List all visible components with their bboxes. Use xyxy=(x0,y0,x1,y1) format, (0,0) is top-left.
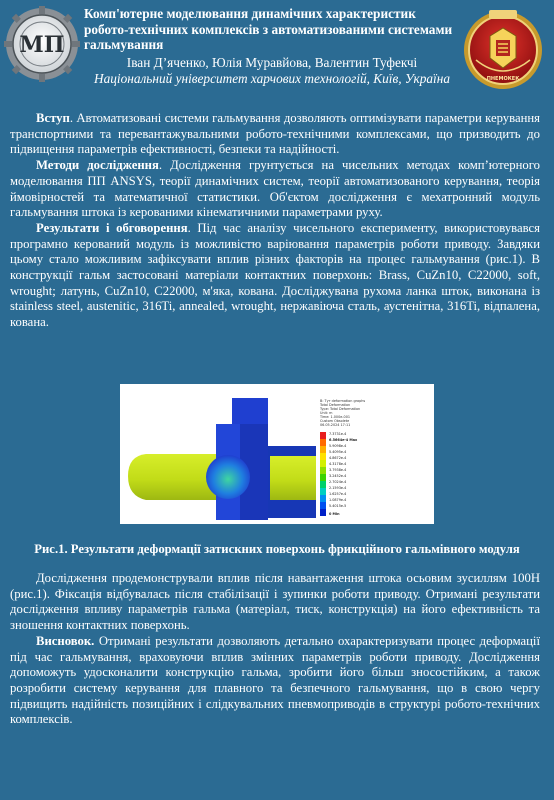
legend-value: 5.4095e-4 xyxy=(329,450,347,454)
legend-value: 6.5664e-4 Max xyxy=(329,438,358,442)
conclusion-text: Отримані результати дозволяють детально охарактеризувати процес деформації під час гальмування, враховуючи вплив змінних параметрів роботи приводу. Дослідження допоможуть удосконалити конструкцію гальма, зробити його більш зносостійким, а також розробити систему керування для плавного та безпечного гальмування, що в свою чергу підвищить надійність позиційних і слідкувальних пневмоприводів в структурі робото-технічних комплексів. xyxy=(10,633,540,727)
legend-value: 1.0879e-4 xyxy=(329,498,347,502)
legend-value: 3.7938e-4 xyxy=(329,468,347,472)
deformation-figure xyxy=(120,384,434,524)
conclusion-paragraph xyxy=(10,634,540,728)
conference-logo-right xyxy=(462,6,544,94)
legend-value: 4.8672e-4 xyxy=(329,456,347,460)
affiliation: Національний університет харчових технологій, Київ, Україна xyxy=(94,71,450,86)
header xyxy=(0,0,554,112)
after-figure-paragraph: Дослідження продемонстрували вплив після навантаження штока осьовим зусиллям 100Н (рис.1). Фіксація відбувалась після стабілізації і зупинки роботи приводу. Отримані результати дослідження впливу параметрів гальма (матеріал, тиск, конструкція) на його ефективність та зношення контактних поверхонь. xyxy=(10,571,540,633)
intro-text: . Автоматизовані системи гальмування дозволяють оптимізувати параметри керування транспортними та перевантажувальними робото-технічними комплексами, що призводить до підвищення параметрів ефективності, безпеки та надійності. xyxy=(10,111,540,157)
paper-title: Комп'ютерне моделювання динамічних характеристик робото-технічних комплексів з автоматизованими системами гальмування xyxy=(84,6,453,52)
right-logo-label: ПНЕМОКЕК xyxy=(486,76,520,82)
deformation-render xyxy=(120,384,434,524)
legend-value: 7.3731e-4 xyxy=(329,432,347,436)
legend-line: Custom Obsolete xyxy=(320,419,350,423)
legend-line: Time: 1.000e-001 xyxy=(320,415,351,419)
legend-color-bar xyxy=(320,432,326,516)
legend-line: Unit: m xyxy=(320,411,333,415)
university-logo-left xyxy=(4,6,80,82)
intro-paragraph xyxy=(10,111,540,158)
authors: Іван Д’яченко, Юлія Муравйова, Валентин Туфекчі xyxy=(126,55,418,70)
results-text: . Під час аналізу чисельного експерименту, використовувався програмно керований модуль із можливістю варіювання параметрів роботи приводу. Завдяки цьому стало можливим зафіксувати вплив різних факторів на процес гальмування (рис.1). В конструкції гальм застосовані матеріали контактних поверхонь: Brass, CuZn10, C22000, soft, wrought; латунь, CuZn10, C22000, м'яка, кована. Досліджувана рухома ланка шток, виконана із stainless steel, austenitic, 316Ti, annealed, wrought, нержавіюча сталь, аустенітна, 316Ti, відпалена, кована. xyxy=(10,220,540,330)
methods-heading: Методи дослідження xyxy=(36,158,159,173)
legend-value: 2.1593e-4 xyxy=(329,486,347,490)
methods-text: . Дослідження грунтується на чисельних методах комп’ютерного моделювання ПП ANSYS, теорії динамічних систем, теорії автоматизованого керування, теорія ймовірностей та математичної статистики. Об'єктом дослідження є мехатронний модуль гальмування штока із керованими кінематичними параметрами руху. xyxy=(10,158,540,220)
legend-line: 06.05.2024 17:11 xyxy=(320,423,351,427)
intro-heading: Вступ xyxy=(36,111,70,125)
figure-caption: Рис.1. Результати деформації затискних поверхонь фрикційного гальмівного модуля xyxy=(34,542,520,556)
legend-line: Type: Total Deformation xyxy=(320,407,361,411)
legend-value: 1.6257e-4 xyxy=(329,492,347,496)
legend-value: 2.7024e-4 xyxy=(329,480,347,484)
left-logo-letters: МП xyxy=(19,32,65,58)
legend-value: 5.9098e-4 xyxy=(329,444,347,448)
conclusion-heading: Висновок. xyxy=(36,633,95,648)
legend-value: 4.3178e-4 xyxy=(329,462,347,466)
legend-value: 5.4015e-5 xyxy=(329,504,347,508)
results-paragraph xyxy=(10,221,540,331)
closing-text-block xyxy=(10,571,540,728)
results-heading: Результати і обговорення xyxy=(36,220,188,235)
main-text-block xyxy=(10,111,540,331)
legend-value: 3.2452e-4 xyxy=(329,474,347,478)
legend-line: B: Тут deformation graphs xyxy=(320,399,366,403)
legend-line: Total Deformation xyxy=(320,403,351,407)
methods-paragraph xyxy=(10,158,540,221)
legend-value: 0 Min xyxy=(329,512,340,516)
